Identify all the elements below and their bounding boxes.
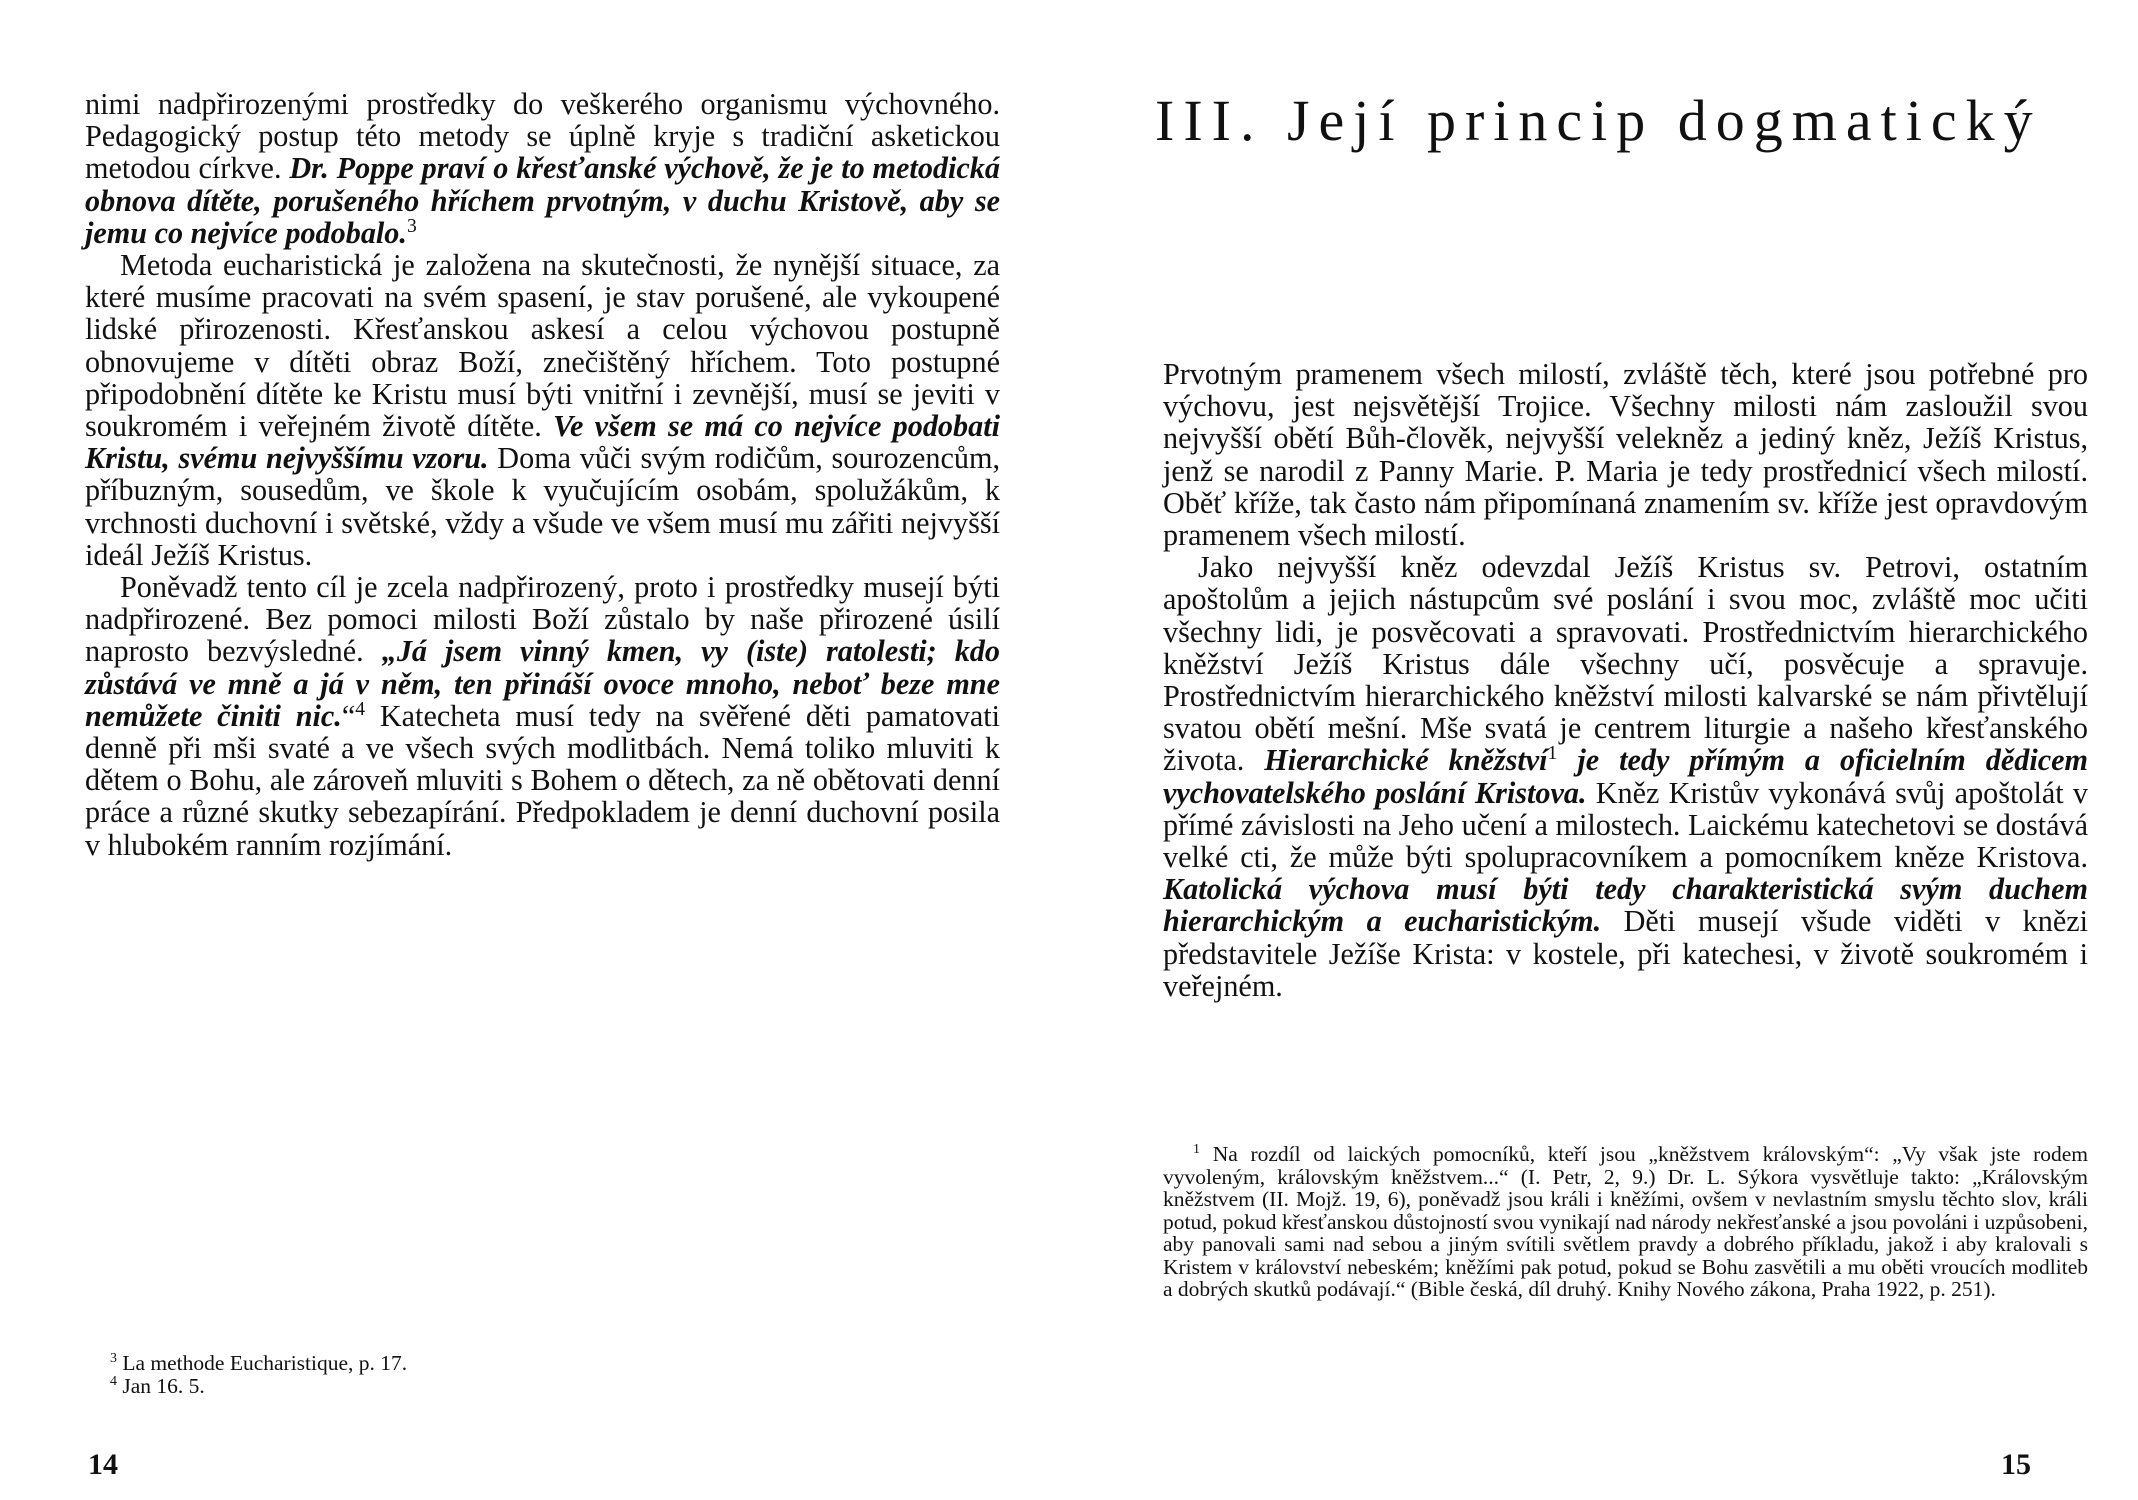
footnote-text: Jan 16. 5. — [122, 1373, 205, 1398]
body-paragraph — [1163, 551, 2088, 1002]
paragraph-text: Kněz Kristův vykonává svůj apoštolát v přímé závislosti na Jeho učení a milostech. Laickému katechetovi se dostává velké cti, že může býti spolupracovníkem a pomocníkem kněze Kristova. — [1163, 775, 2088, 875]
paragraph-text — [1557, 743, 1577, 777]
body-paragraph — [85, 88, 1000, 249]
left-footnotes — [110, 1352, 710, 1397]
footnote — [110, 1375, 710, 1398]
right-body-text — [1163, 358, 2088, 1002]
left-body-text — [85, 88, 1000, 861]
emphasis-text: Ve všem se má co nejvíce podobati Kristu, svému nejvyššímu vzoru. — [85, 409, 1000, 476]
right-page — [1069, 0, 2138, 1500]
footnote-text: La methode Eucharistique, p. 17. — [122, 1351, 408, 1375]
paragraph-text: Katecheta musí tedy na svěřené děti pamatovati denně při mši svaté a ve všech svých modlitbách. Nemá toliko mluviti k dětem o Bohu, ale zároveň mluviti s Bohem o dětech, za ně obětovati denní práce a různé skutky sebezapírání. Předpokladem je denní duchovní posila v hlubokém ranním rozjímání. — [85, 698, 1001, 862]
footnote-reference: 1 — [1547, 743, 1558, 765]
body-paragraph — [85, 249, 1000, 571]
emphasis-text: je tedy přímým a oficielním dědicem vychovatelského poslání Kristova. — [1163, 743, 2088, 810]
emphasis-text: Hierarchické kněžství — [1264, 743, 1548, 778]
right-footnotes — [1163, 1143, 2088, 1301]
footnote-number: 3 — [110, 1350, 117, 1366]
footnote-number: 4 — [110, 1373, 117, 1389]
chapter-heading: III. Její princip dogmatický — [1155, 88, 2042, 153]
body-paragraph — [1163, 358, 2088, 551]
footnote-reference: 3 — [406, 215, 417, 237]
emphasis-text: Dr. Poppe praví o křesťanské výchově, že je to metodická obnova dítěte, porušeného hříchem prvotným, v duchu Kristově, aby se jemu co nejvíce podobalo. — [85, 151, 1000, 250]
paragraph-text: Prvotným pramenem všech milostí, zvláště těch, které jsou potřebné pro výchovu, jest nejsvětější Trojice. Všechny milosti nám zasloužil svou nejvyšší obětí Bůh-člověk, nejvyšší velekněz a jediný kněz, Ježíš Kristus, jenž se narodil z Panny Marie. P. Maria je tedy prostřednicí všech milostí. Oběť kříže, tak často nám připomínaná znamením sv. kříže jest opravdovým pramenem všech milostí. — [1163, 357, 2088, 553]
paragraph-text: Jako nejvyšší kněz odevzdal Ježíš Kristus sv. Petrovi, ostatním apoštolům a jejich nástupcům své poslání i svou moc, zvláště moc učiti všechny lidi, je posvěcovati a spravovati. Prostřednictvím hierarchického kněžství Ježíš Kristus dále všechny učí, posvěcuje a spravuje. Prostřednictvím hierarchického kněžství milosti kalvarské se nám přivtělují svatou obětí mešní. Mše svatá je centrem liturgie a našeho křesťanského života. — [1163, 550, 2088, 778]
footnote-text: Na rozdíl od laických pomocníků, kteří jsou „kněžstvem královským“: „Vy však jste rodem vyvoleným, královským kněžstvem...“ (I. Petr, 2, 9.) Dr. L. Sýkora vysvětluje takto: „Královským kněžstvem (II. Mojž. 19, 6), poněvadž jsou králi i kněžími, ovšem v nevlastním smyslu těchto slov, králi potud, pokud křesťanskou důstojností svou vynikají nad národy nekřesťanské a jsou povoláni i uzpůsobeni, aby panovali sami nad sebou a jiným svítili světlem pravdy a dobrého příkladu, jakož i aby kralovali s Kristem v království nebeském; kněžími pak potud, pokud se Bohu zasvětili a mu oběti vroucích modliteb a dobrých skutků podávají.“ (Bible česká, díl druhý. Knihy Nového zákona, Praha 1922, p. 251). — [1163, 1142, 2089, 1301]
paragraph-text: Metoda eucharistická je založena na skutečnosti, že nynější situace, za které musíme pracovati na svém spasení, je stav porušené, ale vykoupené lidské přirozenosti. Křesťanskou askesí a celou výchovou postupně obnovujeme v dítěti obraz Boží, znečištěný hříchem. Toto postupné připodobnění dítěte ke Kristu musí býti vnitřní i zevnější, musí se jeviti v soukromém i veřejném životě dítěte. — [85, 248, 1000, 444]
paragraph-text: nimi nadpřirozenými prostředky do veškerého organismu výchovného. Pedagogický postup této metody se úplně kryje s tradiční asketickou metodou církve. — [85, 87, 1000, 186]
footnote-number: 1 — [1193, 1141, 1200, 1157]
body-paragraph — [85, 571, 1000, 861]
emphasis-text: „Já jsem vinný kmen, vy (iste) ratolesti; kdo zůstává ve mně a já v něm, ten přináší ovoce mnoho, neboť beze mne nemůžete činiti nic. — [85, 634, 1000, 733]
emphasis-text: Katolická výchova musí býti tedy charakteristická svým duchem hierarchickým a eucharistickým. — [1163, 872, 2088, 939]
footnote-reference: 4 — [355, 698, 366, 720]
footnote — [110, 1352, 710, 1375]
paragraph-text: Děti musejí všude viděti v knězi představitele Ježíše Krista: v kostele, při katechesi, v životě soukromém i veřejném. — [1163, 904, 2089, 1003]
paragraph-text: Doma vůči svým rodičům, sourozencům, příbuzným, sousedům, ve škole k vyučujícím osobám, spolužákům, k vrchnosti duchovní i světské, vždy a všude ve všem musí mu zářiti nejvyšší ideál Ježíš Kristus. — [85, 441, 1000, 572]
paragraph-text: Poněvadž tento cíl je zcela nadpřirozený, proto i prostředky musejí býti nadpřirozené. Bez pomoci milosti Boží zůstalo by naše přirozené úsilí naprosto bezvýsledné. — [85, 570, 1000, 669]
footnote — [1163, 1143, 2088, 1301]
page-number-right: 15 — [2001, 1448, 2031, 1481]
page-number-left: 14 — [88, 1448, 118, 1481]
paragraph-text: “ — [341, 698, 356, 733]
